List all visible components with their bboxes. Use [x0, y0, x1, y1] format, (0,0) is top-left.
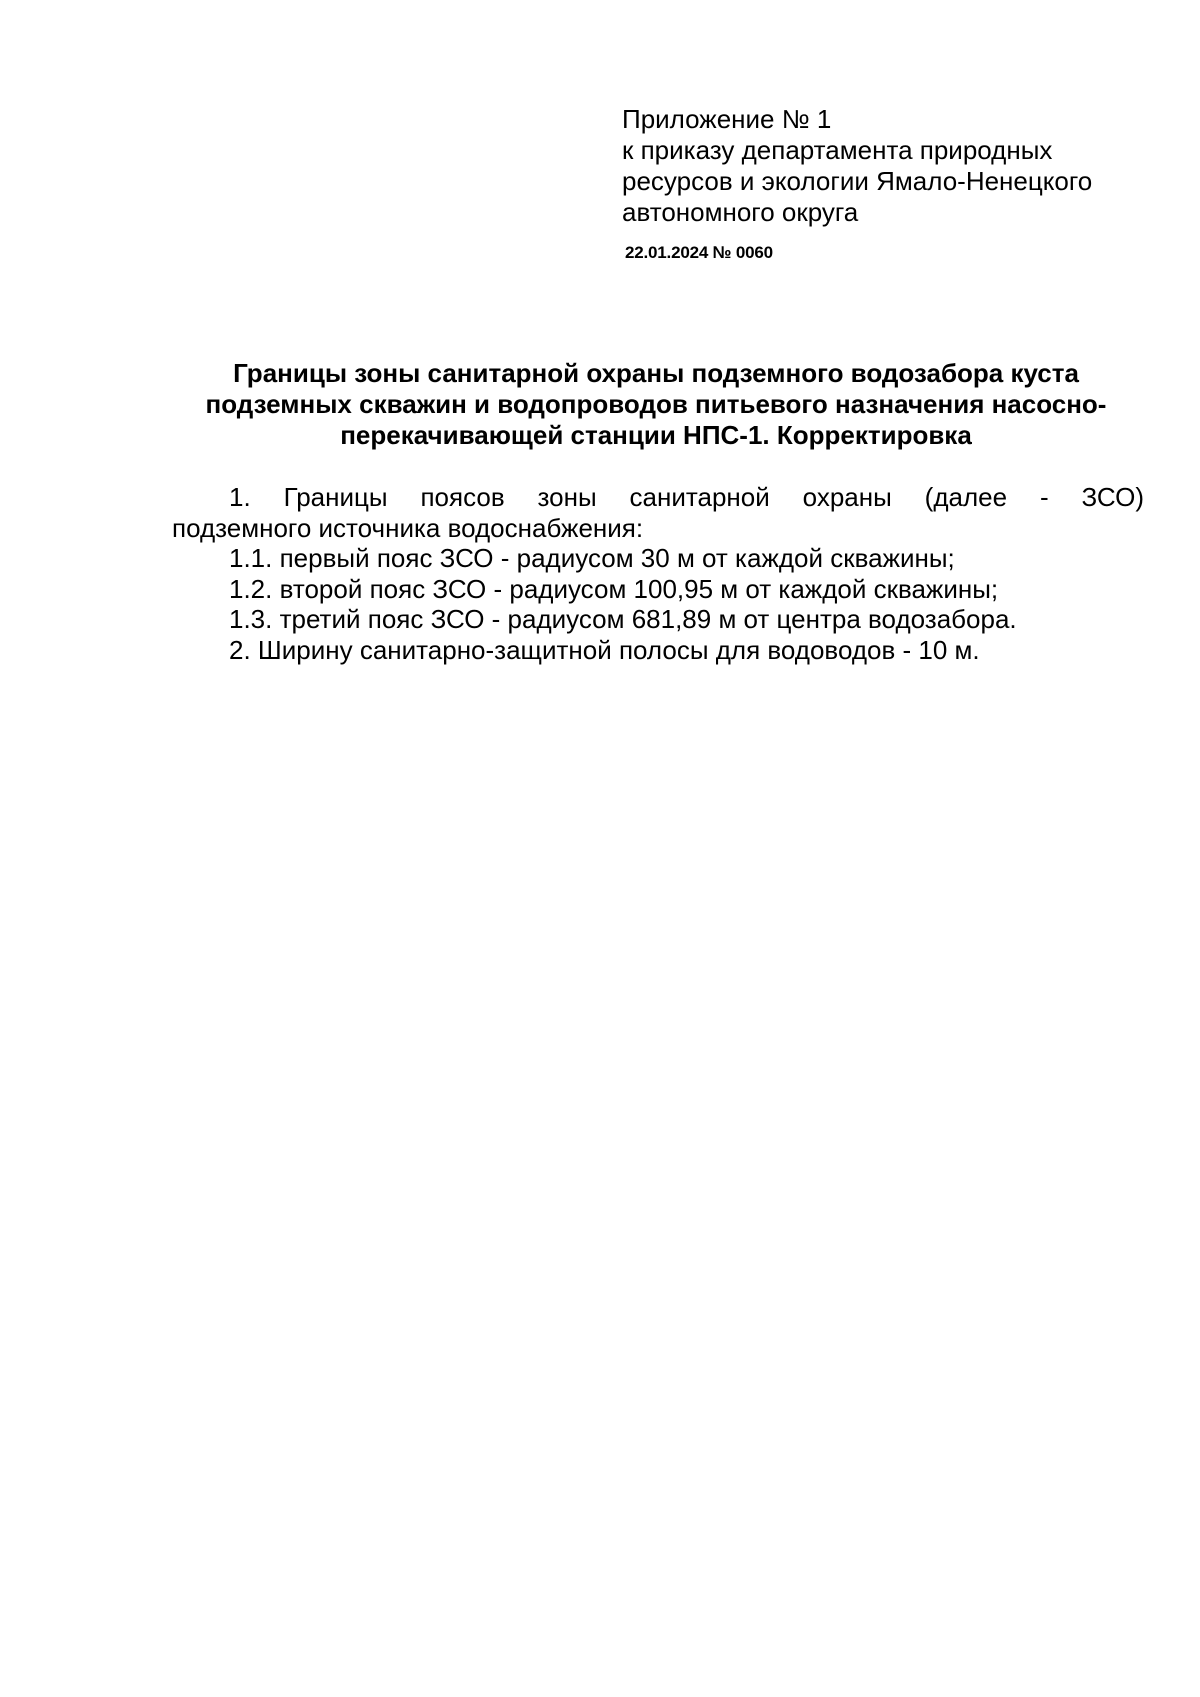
title-line: подземных скважин и водопроводов питьевого назначения насосно- — [205, 389, 1107, 419]
registration-stamp: 22.01.2024 № 0060 — [625, 243, 773, 262]
document-body — [172, 482, 1144, 665]
paragraph-2: 2. Ширину санитарно-защитной полосы для водоводов - 10 м. — [229, 634, 980, 665]
list-item: 1.1. первый пояс ЗСО - радиусом 30 м от каждой скважины; — [229, 543, 955, 573]
appendix-line-district: автономного округа — [622, 197, 859, 227]
appendix-header — [622, 104, 1142, 228]
title-line: Границы зоны санитарной охраны подземного водозабора куста — [233, 358, 1079, 388]
paragraph-1-line-2: подземного источника водоснабжения: — [172, 512, 644, 543]
document-title — [172, 358, 1140, 451]
title-line: перекачивающей станции НПС-1. Корректировка — [340, 420, 972, 450]
appendix-number: Приложение № 1 — [622, 104, 832, 134]
list-item: 1.3. третий пояс ЗСО - радиусом 681,89 м от центра водозабора. — [229, 604, 1017, 634]
list-item: 1.2. второй пояс ЗСО - радиусом 100,95 м от каждой скважины; — [229, 573, 999, 604]
appendix-line-order: к приказу департамента природных — [622, 135, 1053, 165]
paragraph-1-line-1: 1. Границы поясов зоны санитарной охраны (далее - ЗСО) — [229, 482, 1144, 512]
appendix-line-department: ресурсов и экологии Ямало-Ненецкого — [622, 166, 1093, 196]
